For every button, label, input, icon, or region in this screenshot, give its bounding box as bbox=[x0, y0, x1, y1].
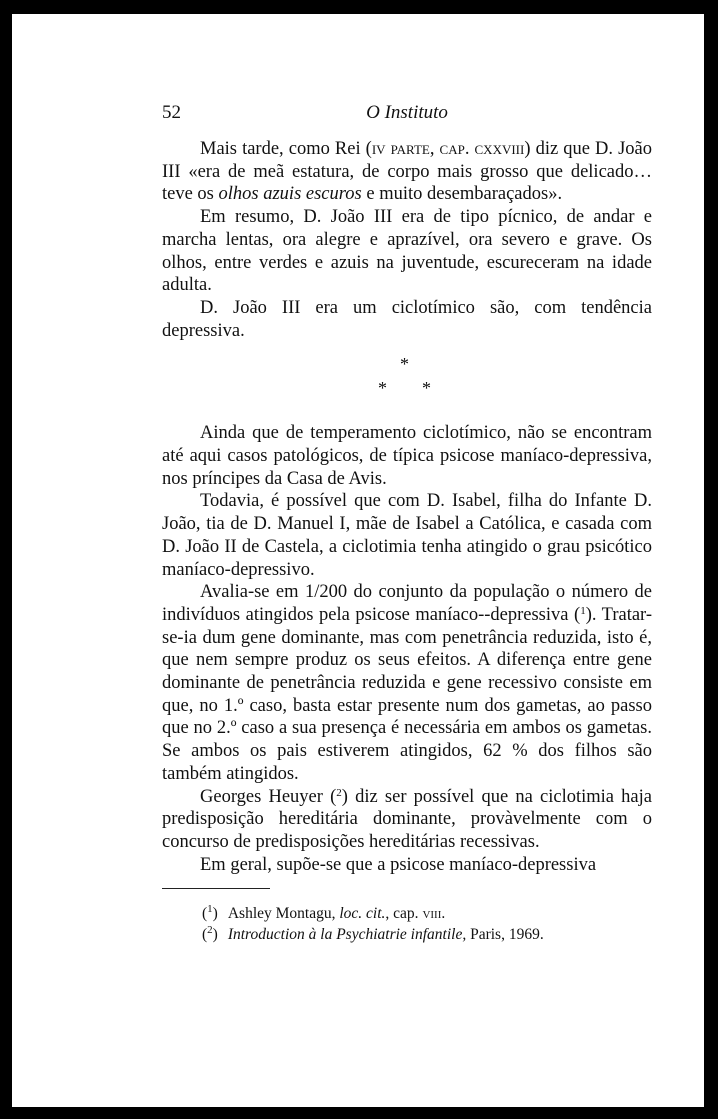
paragraph-8: Em geral, supõe-se que a psicose maníaco-depressiva bbox=[200, 854, 597, 875]
paragraph-7-text-a: Georges Heuyer ( bbox=[200, 786, 337, 807]
footnote-2-text: Paris, 1969. bbox=[466, 926, 544, 944]
footnote-mark: 1 bbox=[207, 903, 213, 916]
footnote-1-italic: loc. cit. bbox=[339, 905, 386, 923]
footnote-2: ($^2$) Introduction à la Psychiatrie infantile, Paris, 1969. bbox=[202, 924, 544, 944]
page-body bbox=[162, 138, 652, 945]
paragraph-5: Todavia, é possível que com D. Isabel, filha do Infante D. João, tia de D. Manuel I, mãe de Isabel a Católica, e casada com D. João II de Castela, a ciclotimia tenha atingido o grau psicótico maníaco-depressivo. bbox=[162, 491, 652, 580]
footnote-ref: 1 bbox=[580, 604, 586, 617]
paragraph-4: Ainda que de temperamento ciclotímico, não se encontram até aqui casos patológicos, de típica psicose maníaco-depressiva, nos príncipes da Casa de Avis. bbox=[162, 423, 652, 489]
paragraph-7-text-b: ) diz ser possível que na ciclotimia haja predisposição hereditária dominante, provàvelmente com o concurso de predisposições hereditárias recessivas. bbox=[162, 786, 652, 852]
paragraph-2: Em resumo, D. João III era de tipo pícnico, de andar e marcha lentas, ora alegre e aprazível, ora severo e grave. Os olhos, entre verdes e azuis na juventude, escureceram na idade adulta. bbox=[162, 207, 652, 296]
section-separator bbox=[162, 350, 652, 408]
separator-star: * bbox=[422, 378, 431, 399]
paragraph-3: D. João III era um ciclotímico são, com tendência depressiva. bbox=[162, 297, 652, 341]
paragraph-1-smallcaps: iv parte, cap. cxxviii bbox=[371, 139, 525, 159]
separator-star: * bbox=[400, 354, 409, 375]
paragraph-6-text-b: ). Tratar-se-ia dum gene dominante, mas com penetrância reduzida, isto é, que nem sempre produz os seus efeitos. A diferença entre gene dominante de penetrância reduzida e gene recessivo consiste em que, no 1.º caso, basta estar presente num dos gametas, ao passo que no 2.º caso a sua presença é necessária em ambos os gametas. Se ambos os pais estiverem atingidos, 62 % dos filhos são também atingidos. bbox=[162, 604, 653, 784]
footnotes bbox=[162, 903, 652, 945]
footnote-1-text: , cap. bbox=[385, 905, 423, 923]
page-number: 52 bbox=[162, 102, 181, 123]
footnote-divider bbox=[162, 888, 270, 889]
paragraph-6 bbox=[162, 581, 652, 785]
footnote-1: ($^1$) Ashley Montagu, loc. cit., cap. viii. bbox=[202, 903, 446, 923]
running-title: O Instituto bbox=[366, 102, 448, 123]
paragraph-1-italic: olhos azuis escuros bbox=[218, 184, 362, 205]
footnote-ref: 2 bbox=[336, 786, 342, 799]
paragraph-1-text-e: e muito desembaraçados». bbox=[361, 184, 563, 205]
footnote-1-end: . bbox=[441, 905, 446, 923]
paragraph-1 bbox=[162, 138, 652, 206]
book-page bbox=[12, 14, 704, 1107]
footnote-1-author: Ashley Montagu, bbox=[227, 905, 340, 923]
paragraph-1-text-a: Mais tarde, como Rei ( bbox=[200, 139, 372, 159]
page-header bbox=[162, 102, 652, 130]
paragraph-7 bbox=[162, 786, 652, 854]
paragraph-6-text-a: Avalia-se em 1/200 do conjunto da população o número de indivíduos atingidos pela psicose maníaco--depressiva ( bbox=[162, 582, 652, 625]
footnote-1-smallcaps: viii bbox=[422, 905, 442, 923]
separator-star: * bbox=[378, 378, 387, 399]
paragraph-1-text-c: ) diz que D. João III «era de meã estatura, de corpo mais grosso que delicado… teve os bbox=[162, 139, 652, 205]
footnote-2-title: Introduction à la Psychiatrie infantile, bbox=[227, 926, 467, 944]
footnote-mark: 2 bbox=[207, 924, 213, 937]
